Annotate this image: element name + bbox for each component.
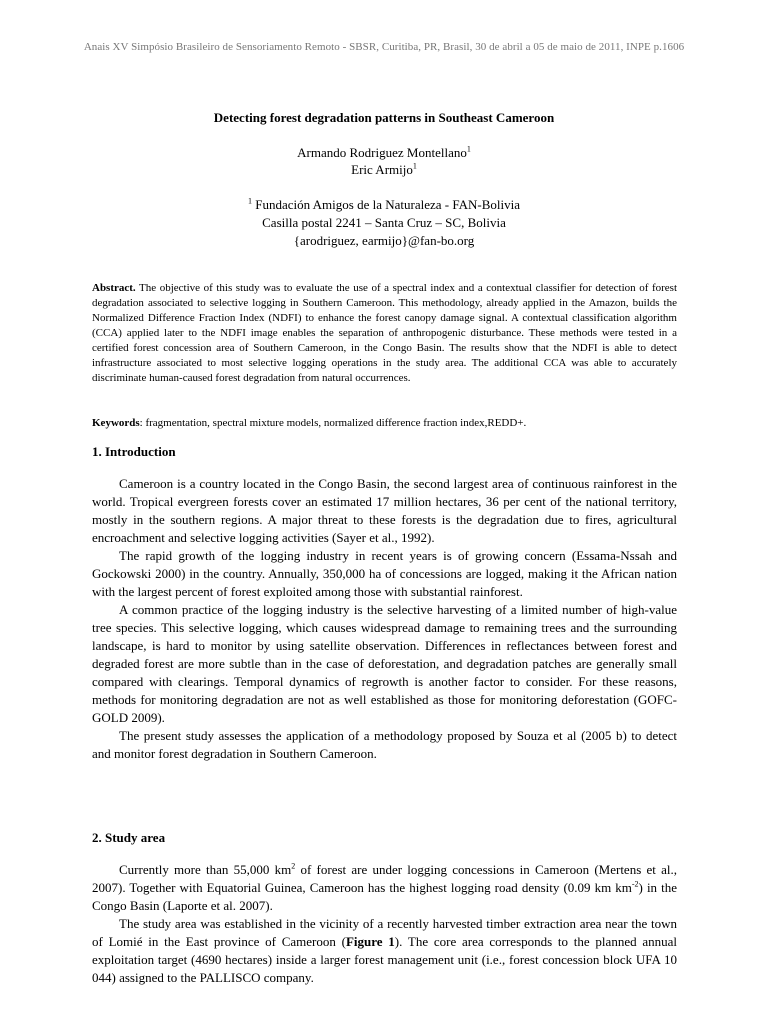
abstract-label: Abstract. [92, 282, 136, 294]
abstract [92, 281, 677, 386]
paper-title: Detecting forest degradation patterns in Southeast Cameroon [213, 110, 555, 125]
paragraph: A common practice of the logging industry is the selective harvesting of a limited number of high-value tree species. This selective logging, which causes widespread damage to remaining trees and the surrounding landscape, is hard to monitor by using satellite observation. Differences in reflectances between forest and degraded forest are more subtle than in the case of deforestation, and degradation patches are generally small compared with clearings. Temporal dynamics of regrowth is another factor to consider. For these reasons, methods for monitoring degradation are not as well established as those for monitoring deforestation (GOFC-GOLD 2009). [92, 602, 677, 725]
author-list [0, 144, 768, 178]
running-head: Anais XV Simpósio Brasileiro de Sensoriamento Remoto - SBSR, Curitiba, PR, Brasil, 30 de abril a 05 de maio de 2011, INPE p.1606 [83, 41, 685, 53]
keywords-label: Keywords [92, 417, 140, 429]
paragraph: The present study assesses the application of a methodology proposed by Souza et al (2005 b) to detect and monitor forest degradation in Southern Cameroon. [92, 728, 677, 761]
section-1-heading: 1. Introduction [92, 444, 176, 459]
affiliation-org: $^1$ Fundación Amigos de la Naturaleza - FAN-Bolivia [247, 196, 520, 212]
paragraph: Cameroon is a country located in the Congo Basin, the second largest area of continuous rainforest in the world. Tropical evergreen forests cover an estimated 17 million hectares, 36 per cent of the national territory, mostly in the southern regions. A major threat to these forests is the degradation due to fires, agricultural encroachment and selective logging activities (Sayer et al., 1992). [92, 476, 677, 545]
author-2: Eric Armijo$^1$ [351, 161, 417, 177]
affiliation-email: {arodriguez, earmijo}@fan-bo.org [293, 233, 475, 248]
keywords [92, 416, 677, 430]
abstract-text: The objective of this study was to evaluate the use of a spectral index and a contextual classifier for detection of forest degradation associated to selective logging in Southern Cameroon. This methodology, already applied in the Amazon, builds the Normalized Difference Fraction Index (NDFI) to enhance the forest canopy damage signal. A contextual classification algorithm (CCA) applied later to the NDFI image enables the separation of anthropogenic disturbance. These methods were tested in a certified forest concession area of Southern Cameroon, in the Congo Basin. The results show that the NDFI is able to detect infrastructure associated to most selective logging operations in the study area. The additional CCA was able to accurately discriminate human-caused forest degradation from natural occurrences. [92, 282, 677, 384]
affiliation-block [0, 196, 768, 250]
section-1-body [92, 475, 677, 763]
paragraph: The study area was established in the vicinity of a recently harvested timber extraction area near the town of Lomié in the East province of Cameroon (Figure 1). The core area corresponds to the planned annual exploitation target (4690 hectares) inside a larger forest management unit (i.e., forest concession block UFA 10 044) assigned to the PALLISCO company. [92, 916, 677, 985]
section-2-body [92, 861, 677, 987]
paragraph: Currently more than 55,000 $km^2$ of forest are under logging concessions in Cameroon (Mertens et al., 2007). Together with Equatorial Guinea, Cameroon has the highest logging road density (0.09 km $km^{-2}$) in the Congo Basin (Laporte et al. 2007). [92, 861, 677, 913]
keywords-text: : fragmentation, spectral mixture models, normalized difference fraction index,REDD+. [139, 417, 527, 429]
paragraph: The rapid growth of the logging industry in recent years is of growing concern (Essama-Nssah and Gockowski 2000) in the country. Annually, 350,000 ha of concessions are logged, making it the African nation with the largest percent of forest exploited among those with substantial rainforest. [92, 548, 677, 599]
author-1: Armando Rodriguez Montellano$^1$ [297, 144, 471, 160]
figure-ref: Figure 1 [345, 934, 395, 949]
section-2-heading: 2. Study area [92, 830, 166, 845]
affiliation-address: Casilla postal 2241 – Santa Cruz – SC, Bolivia [262, 215, 506, 230]
